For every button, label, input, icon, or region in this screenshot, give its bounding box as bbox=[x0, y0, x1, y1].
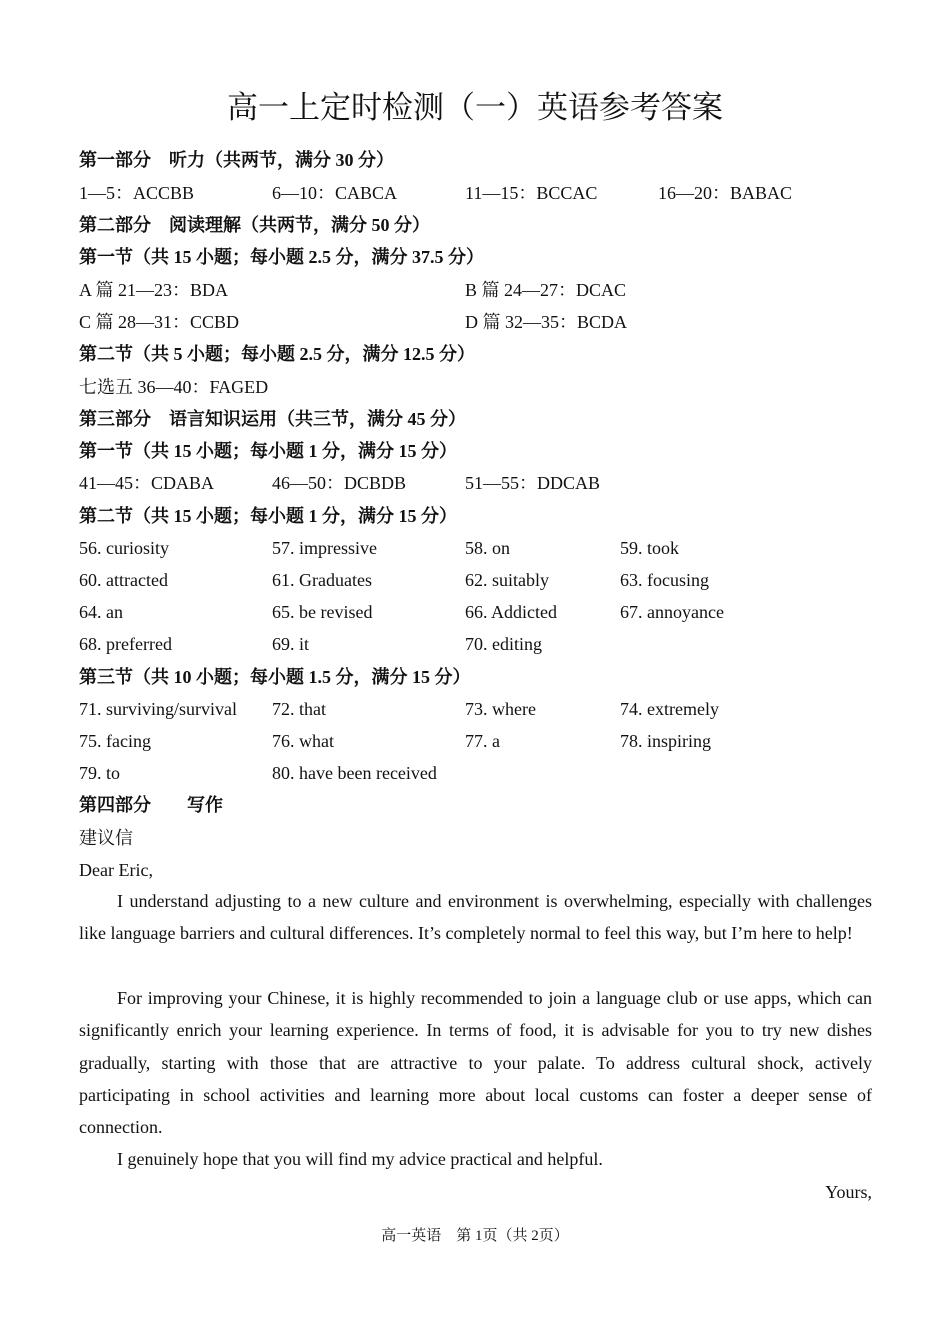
answer-item: 63. focusing bbox=[620, 570, 709, 590]
part1-heading: 第一部分 听力（共两节，满分 30 分） bbox=[79, 150, 394, 170]
answer-item: 76. what bbox=[272, 731, 334, 751]
answer-item: 77. a bbox=[465, 731, 500, 751]
answer-item: 66. Addicted bbox=[465, 602, 557, 622]
answer-item: 61. Graduates bbox=[272, 570, 372, 590]
page-title: 高一上定时检测（一）英语参考答案 bbox=[227, 90, 723, 126]
answer-row bbox=[79, 600, 879, 624]
answer-item: 59. took bbox=[620, 538, 680, 558]
part2-section2-heading: 第二节（共 5 小题；每小题 2.5 分，满分 12.5 分） bbox=[79, 344, 475, 364]
answer-item: 75. facing bbox=[79, 731, 151, 751]
answer-group: 1—5：ACCBB bbox=[79, 183, 195, 203]
answer-group: 11—15：BCCAC bbox=[465, 183, 598, 203]
answer-group: 46—50：DCBDB bbox=[272, 473, 407, 493]
answer-item: 70. editing bbox=[465, 634, 542, 654]
answer-item: 60. attracted bbox=[79, 570, 168, 590]
answer-group: C 篇 28—31：CCBD bbox=[79, 312, 240, 332]
answer-item: 65. be revised bbox=[272, 602, 373, 622]
letter-salutation: Dear Eric, bbox=[79, 860, 153, 880]
answer-item: 71. surviving/survival bbox=[79, 699, 237, 719]
answer-row bbox=[79, 761, 879, 785]
answer-item: 73. where bbox=[465, 699, 536, 719]
answer-item: 74. extremely bbox=[620, 699, 719, 719]
answer-group: D 篇 32—35：BCDA bbox=[465, 312, 628, 332]
answer-item: 64. an bbox=[79, 602, 123, 622]
answer-item: 78. inspiring bbox=[620, 731, 712, 751]
reading-answers-row bbox=[79, 278, 879, 302]
answer-item: 67. annoyance bbox=[620, 602, 724, 622]
answer-item: 57. impressive bbox=[272, 538, 377, 558]
reading-answers-row bbox=[79, 310, 879, 334]
answer-item: 79. to bbox=[79, 763, 121, 783]
part3-heading: 第三部分 语言知识运用（共三节，满分 45 分） bbox=[79, 409, 466, 429]
answer-item: 69. it bbox=[272, 634, 310, 654]
part4-heading: 第四部分 写作 bbox=[79, 795, 223, 815]
answer-row bbox=[79, 729, 879, 753]
answer-group: A 篇 21—23：BDA bbox=[79, 280, 229, 300]
answer-item: 68. preferred bbox=[79, 634, 172, 654]
part1-answers-row bbox=[79, 181, 879, 205]
answer-item: 72. that bbox=[272, 699, 326, 719]
part3-section3-heading: 第三节（共 10 小题；每小题 1.5 分，满分 15 分） bbox=[79, 667, 471, 687]
answer-item: 80. have been received bbox=[272, 763, 437, 783]
part2-section1-heading: 第一节（共 15 小题；每小题 2.5 分，满分 37.5 分） bbox=[79, 247, 484, 267]
answer-row bbox=[79, 697, 879, 721]
answer-group: 41—45：CDABA bbox=[79, 473, 215, 493]
answer-item: 58. on bbox=[465, 538, 510, 558]
answer-row bbox=[79, 536, 879, 560]
writing-type-label: 建议信 bbox=[79, 828, 133, 848]
letter-closing: Yours, bbox=[825, 1182, 872, 1202]
answer-group: 51—55：DDCAB bbox=[465, 473, 601, 493]
answer-group: 16—20：BABAC bbox=[658, 183, 793, 203]
answer-item: 56. curiosity bbox=[79, 538, 169, 558]
part3-section1-heading: 第一节（共 15 小题；每小题 1 分，满分 15 分） bbox=[79, 441, 457, 461]
answer-group: 6—10：CABCA bbox=[272, 183, 398, 203]
answer-row bbox=[79, 632, 879, 656]
letter-paragraph: I understand adjusting to a new culture and environment is overwhelming, especially with challenges like language barriers and cultural differences. It’s completely normal to feel this way, but I’m here to help! bbox=[79, 891, 872, 944]
page-footer: 高一英语 第 1页（共 2页） bbox=[381, 1228, 569, 1244]
answer-item: 62. suitably bbox=[465, 570, 549, 590]
answer-group: B 篇 24—27：DCAC bbox=[465, 280, 627, 300]
letter-paragraph: I genuinely hope that you will find my advice practical and helpful. bbox=[117, 1149, 603, 1169]
letter-paragraph: For improving your Chinese, it is highly recommended to join a language club or use apps, which can significantly enrich your learning experience. In terms of food, it is advisable for you to try new dishes gradually, starting with those that are attractive to your palate. To address cultural shock, actively participating in school activities and learning more about local customs can foster a deeper sense of connection. bbox=[79, 988, 872, 1138]
seven-choose-five-answer: 七选五 36—40：FAGED bbox=[79, 377, 269, 397]
part2-heading: 第二部分 阅读理解（共两节，满分 50 分） bbox=[79, 215, 430, 235]
cloze-answers-row bbox=[79, 471, 879, 495]
answer-row bbox=[79, 568, 879, 592]
part3-section2-heading: 第二节（共 15 小题；每小题 1 分，满分 15 分） bbox=[79, 506, 457, 526]
